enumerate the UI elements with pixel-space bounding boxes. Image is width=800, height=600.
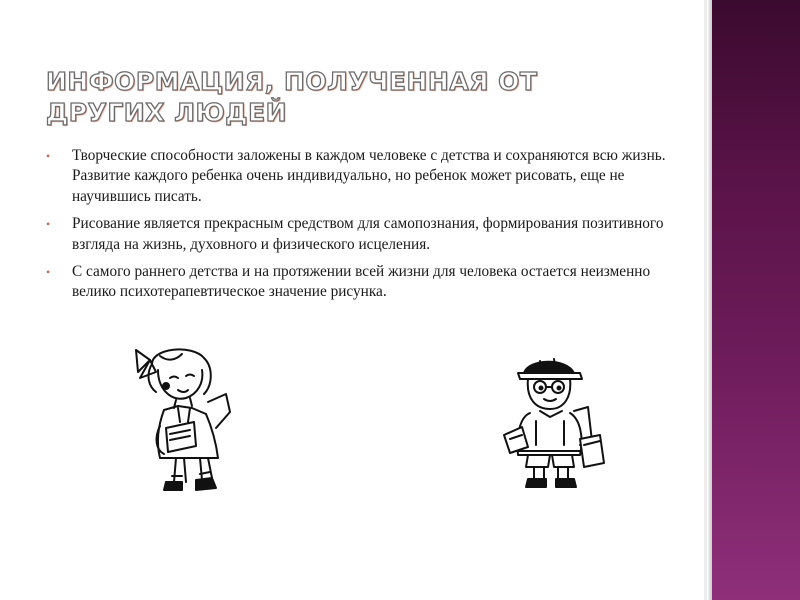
bullet-text: С самого раннего детства и на протяжении всей жизни для человека остается неизменно велико психотерапевтическое значение рисунка. bbox=[72, 263, 651, 301]
bullet-icon: • bbox=[46, 217, 51, 232]
bullet-list bbox=[46, 146, 686, 310]
bullet-text: Творческие способности заложены в каждом человеке с детства и сохраняются всю жизнь. Развитие каждого ребенка очень индивидуально, но ребенок может рисовать, еще не научившись писать. bbox=[72, 147, 666, 205]
side-decorative-band bbox=[712, 0, 800, 600]
side-band-edge-light bbox=[704, 0, 707, 600]
boy-with-cap-icon bbox=[500, 355, 612, 490]
bullet-icon: • bbox=[46, 149, 51, 163]
bullet-text: Рисование является прекрасным средством для самопознания, формирования позитивного взгляда на жизнь, духовного и физического исцеления. bbox=[72, 215, 664, 253]
girl-with-book-icon bbox=[130, 342, 240, 497]
slide-title: ИНФОРМАЦИЯ, ПОЛУЧЕННАЯ ОТ ДРУГИХ ЛЮДЕЙ bbox=[46, 67, 538, 127]
bullet-item bbox=[46, 214, 686, 255]
bullet-icon: • bbox=[46, 265, 51, 280]
bullet-item bbox=[46, 262, 686, 303]
bullet-item bbox=[46, 146, 686, 207]
